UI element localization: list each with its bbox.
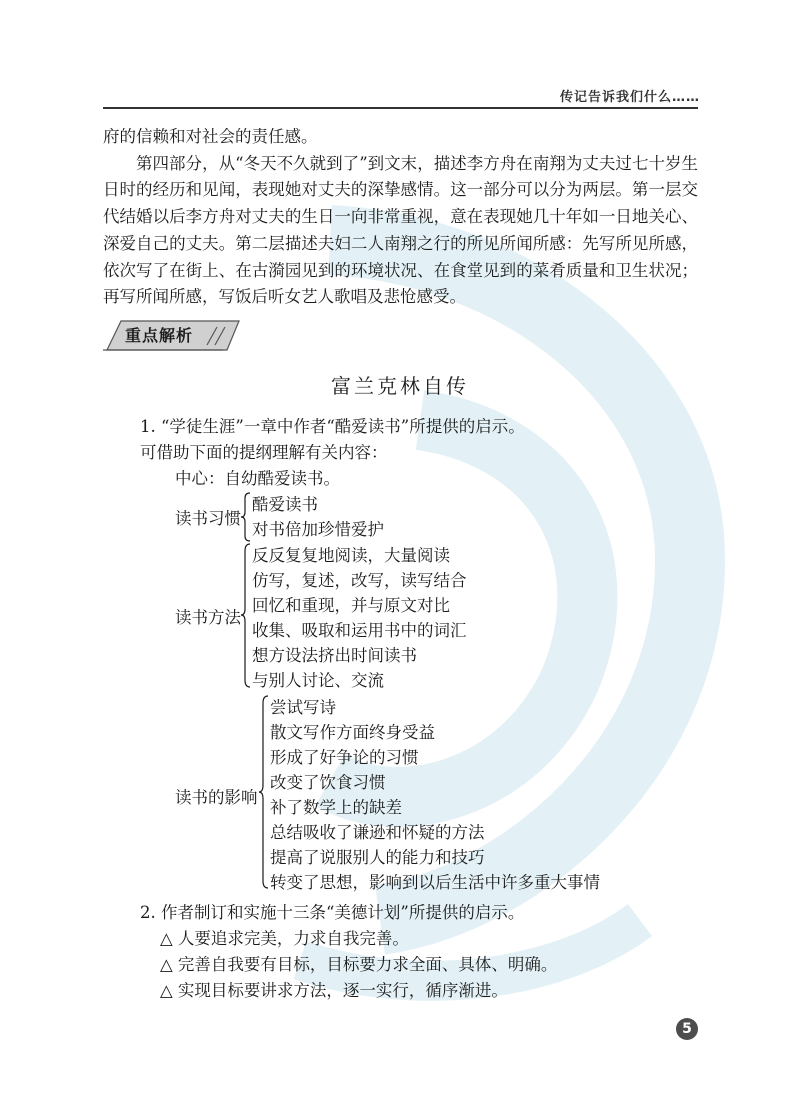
conclusion-point: △ 完善自我要有目标，目标要力求全面、具体、明确。	[160, 955, 558, 974]
outline-item: 总结吸收了谦逊和怀疑的方法	[270, 823, 485, 842]
outline-group-label: 读书方法	[175, 608, 241, 627]
outline-group-label: 读书的影响	[175, 788, 258, 807]
outline-item: 尝试写诗	[270, 698, 336, 717]
outline-item: 回忆和重现，并与原文对比	[252, 596, 450, 615]
outline-item: 散文写作方面终身受益	[270, 723, 435, 742]
paragraph: 第四部分，从“冬天不久就到了”到文末，描述李方舟在南翔为丈夫过七十岁生日时的经历和见闻，表现她对丈夫的深挚感情。这一部分可以分为两层。第一层交代结婚以后李方舟对丈夫的生日一向非常重视，意在表现她几十年如一日地关心、深爱自己的丈夫。第二层描述夫妇二人南翔之行的所见所闻所感：先写所见所感，依次写了在街上、在古漪园见到的环境状况、在食堂见到的菜肴质量和卫生状况；再写所闻所感，写饭后听女艺人歌唱及悲怆感受。	[103, 153, 698, 307]
brace-icon	[240, 492, 252, 542]
brace-icon	[258, 695, 270, 890]
question-2: 2. 作者制订和实施十三条“美德计划”所提供的启示。	[140, 903, 525, 922]
outline-item: 酷爱读书	[252, 495, 318, 514]
outline-item: 仿写，复述，改写，读写结合	[252, 571, 467, 590]
outline-hint: 可借助下面的提纲理解有关内容：	[140, 443, 388, 462]
outline-item: 补了数学上的缺差	[270, 798, 402, 817]
outline-group-label: 读书习惯	[175, 509, 241, 528]
question-1: 1. “学徒生涯”一章中作者“酷爱读书”所提供的启示。	[140, 417, 525, 436]
outline-center: 中心：自幼酷爱读书。	[175, 469, 340, 488]
outline-item: 改变了饮食习惯	[270, 773, 386, 792]
running-header: 传记告诉我们什么……	[559, 90, 700, 105]
outline-item: 与别人讨论、交流	[252, 671, 384, 690]
conclusion-point: △ 实现目标要讲求方法，逐一实行，循序渐进。	[160, 981, 508, 1000]
outline-item: 反反复复地阅读，大量阅读	[252, 546, 450, 565]
section-label: 重点解析	[125, 326, 194, 345]
section-banner	[103, 317, 243, 351]
header-rule	[103, 107, 698, 109]
outline-item: 形成了好争论的习惯	[270, 748, 419, 767]
article-title: 富兰克林自传	[331, 374, 469, 398]
outline-item: 收集、吸取和运用书中的词汇	[252, 621, 467, 640]
conclusion-point: △ 人要追求完美，力求自我完善。	[160, 929, 409, 948]
body-text	[103, 124, 698, 311]
brace-icon	[240, 543, 252, 688]
page-number: 5	[676, 1018, 698, 1040]
paragraph: 府的信赖和对社会的责任感。	[103, 127, 318, 146]
outline-item: 对书倍加珍惜爱护	[252, 520, 384, 539]
outline-item: 想方设法挤出时间读书	[252, 646, 417, 665]
outline-item: 转变了思想，影响到以后生活中许多重大事情	[270, 873, 600, 892]
outline-item: 提高了说服别人的能力和技巧	[270, 848, 485, 867]
